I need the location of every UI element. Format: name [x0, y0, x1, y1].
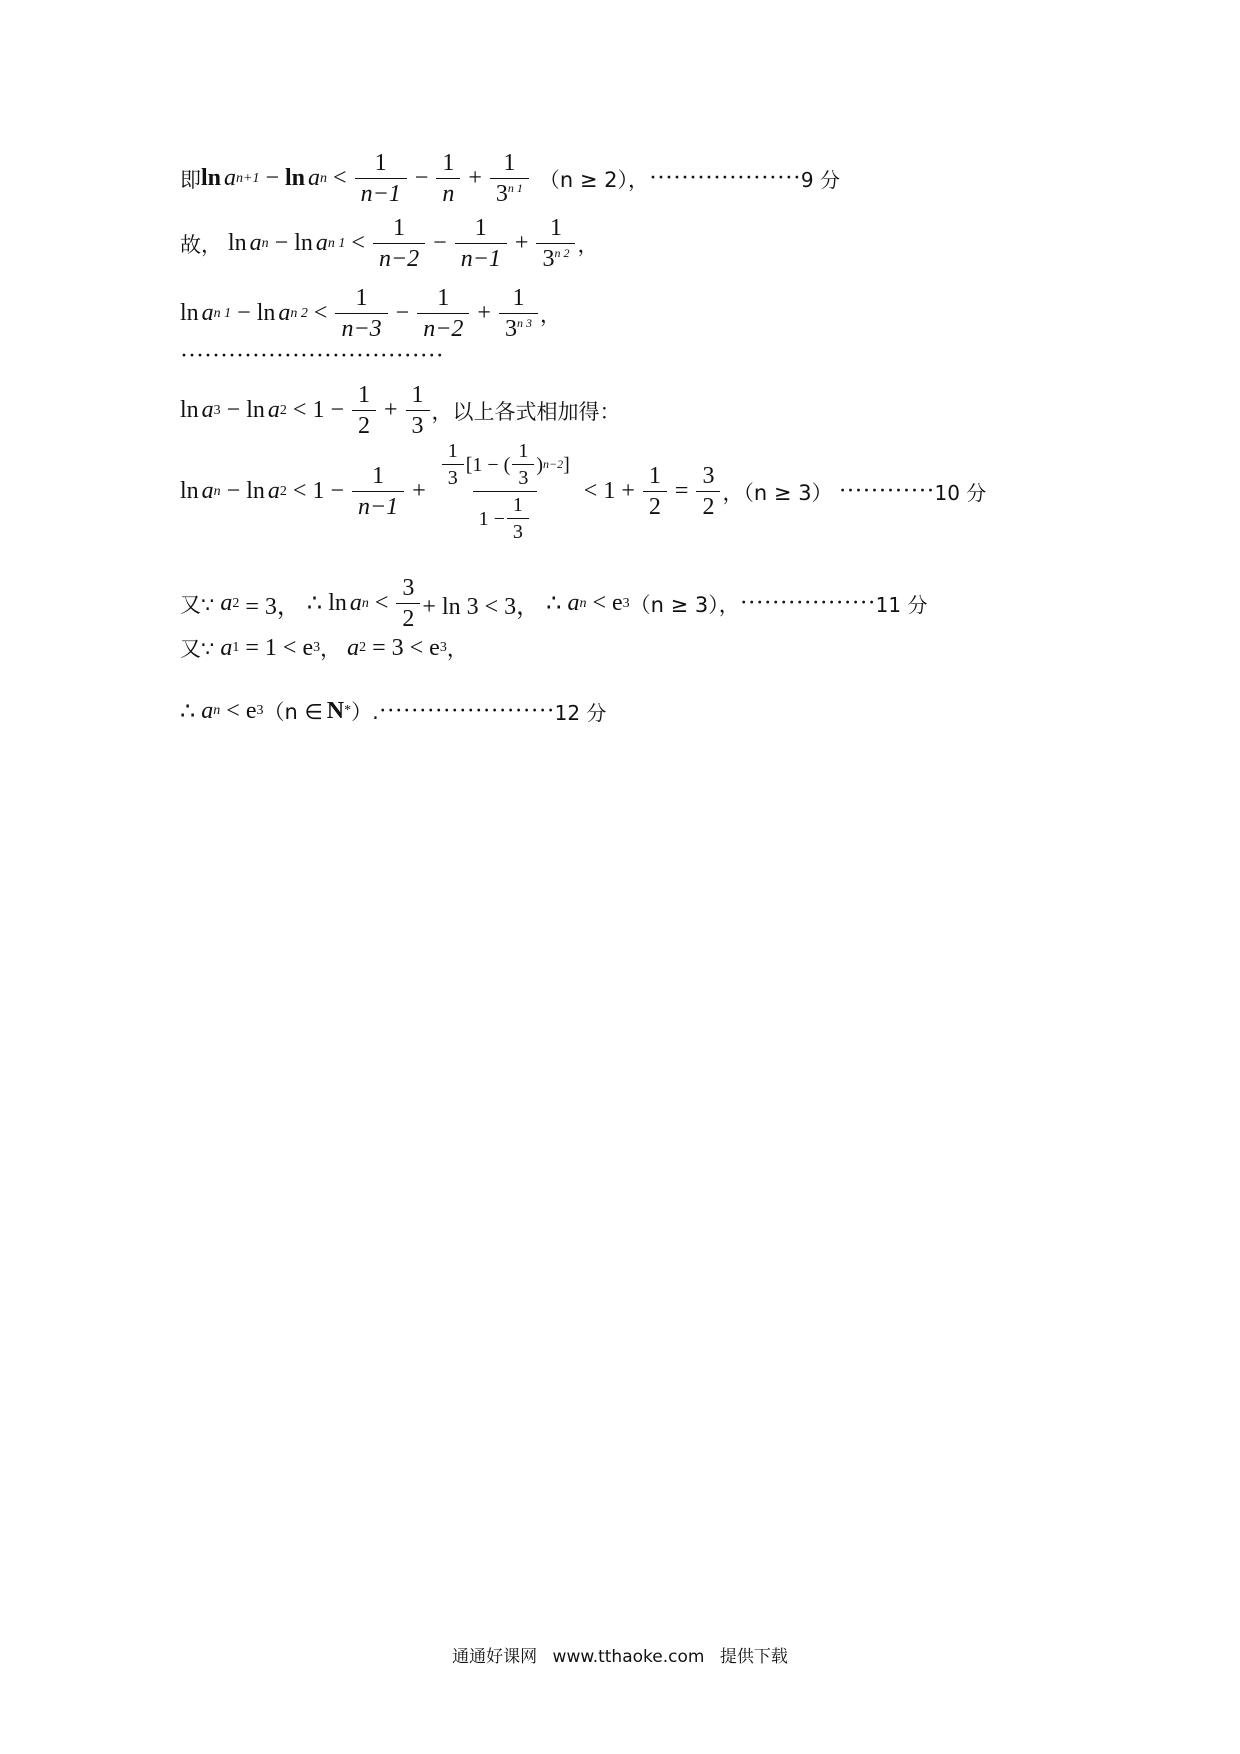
denominator: n−1 [355, 178, 407, 207]
denominator [499, 313, 538, 342]
condition-close: ）. [351, 700, 379, 724]
solution-line-5 [180, 382, 621, 440]
variable-a: a [308, 165, 321, 192]
geometric-sum-fraction [434, 440, 576, 543]
less-than-sign: < [292, 478, 307, 504]
page-footer [0, 1642, 1240, 1667]
inequality: = 3 < e [372, 634, 440, 661]
subscript: n 2 [290, 305, 308, 321]
numerator: 1 [447, 440, 458, 462]
therefore-sign: ∴ [546, 591, 562, 618]
ln-function: ln [228, 230, 247, 257]
power-exponent: n−2 [543, 456, 564, 471]
footer-site-name: 通通好课网 [452, 1647, 538, 1667]
fraction [352, 463, 404, 521]
score-mark: 12 分 [554, 700, 607, 725]
variable-a: a [349, 590, 362, 617]
explanation-text: ，以上各式相加得： [431, 399, 621, 424]
denominator: 3 [512, 464, 534, 489]
punctuation: ， [320, 637, 342, 661]
score-mark: 11 分 [875, 593, 928, 618]
variable-a: a [201, 397, 214, 424]
solution-line-9 [180, 696, 606, 726]
denominator: 2 [396, 603, 420, 632]
text-lead: 即 [180, 167, 201, 192]
leader-dots: ··················· [649, 165, 801, 192]
subscript: n [320, 170, 328, 186]
equals-sign: = [674, 478, 689, 504]
ln-function: ln [294, 230, 313, 257]
exponent: 3 [622, 595, 630, 611]
ln-function: ln [180, 300, 199, 327]
fraction [352, 382, 376, 440]
subscript: n+1 [236, 170, 260, 186]
fraction [512, 440, 534, 489]
footer-url[interactable]: www.tthaoke.com [552, 1647, 705, 1667]
denominator: n−1 [352, 491, 404, 520]
numerator: 1 [372, 462, 385, 489]
fraction [490, 150, 529, 208]
fraction [335, 285, 387, 343]
variable-a: a [315, 230, 328, 257]
numerator: 1 [411, 382, 424, 408]
subscript: 2 [279, 402, 287, 418]
text-lead: 又∵ [180, 592, 215, 617]
numerator: 1 [437, 285, 450, 311]
minus-sign: − [265, 165, 280, 192]
fraction [406, 382, 430, 440]
variable-a: a [567, 590, 580, 617]
leader-dots: ············ [838, 478, 935, 504]
numerator: 1 [512, 494, 523, 516]
leader-dots: ················· [739, 590, 876, 617]
denominator [473, 491, 537, 543]
subscript: 2 [232, 595, 240, 611]
minus-sign: − [226, 397, 241, 424]
subscript: n [213, 703, 221, 718]
number: 1 [603, 478, 616, 504]
denominator: 2 [352, 410, 376, 439]
numerator: 1 [648, 462, 661, 489]
denominator: n−2 [417, 313, 469, 342]
score-mark: 9 分 [800, 168, 840, 193]
punctuation: ， [577, 232, 599, 257]
variable-a: a [220, 590, 233, 617]
fraction [455, 215, 507, 273]
punctuation: ， [539, 302, 561, 327]
exponent: 3 [439, 640, 447, 655]
plus-sign: + [621, 478, 635, 504]
fraction [355, 150, 407, 208]
bracket-open: [1 − ( [465, 453, 511, 476]
less-than-sign: < [374, 590, 389, 617]
denominator [536, 243, 575, 272]
variable-a: a [220, 634, 233, 661]
power-base: 3 [495, 181, 508, 208]
minus-sign: − [330, 478, 344, 504]
ln-function: ln [328, 590, 347, 617]
numerator: 1 [374, 150, 387, 176]
numerator: 1 [393, 215, 406, 241]
condition: （n ≥ 3）， [629, 592, 740, 617]
solution-line-8 [180, 633, 468, 663]
denominator: n−3 [335, 313, 387, 342]
plus-sign: + [468, 165, 482, 192]
less-than-e: < e [592, 590, 623, 617]
plus-sign: + [412, 478, 426, 504]
variable-a: a [347, 634, 360, 661]
numerator: 1 [512, 285, 525, 311]
power-base: 3 [504, 316, 517, 343]
inequality: = 1 < e [245, 634, 314, 661]
denominator: 2 [643, 491, 667, 520]
leader-dots: ································· [180, 343, 444, 369]
therefore-sign: ∴ [180, 698, 196, 725]
score-mark: 10 分 [934, 481, 987, 505]
ln-function: ln [256, 300, 276, 327]
variable-a: a [201, 300, 214, 327]
solution-line-2 [180, 215, 598, 273]
fraction [436, 150, 460, 208]
minus-sign: − [395, 300, 410, 327]
power-exponent: n 3 [516, 316, 532, 331]
number: 1 − [478, 507, 505, 530]
power-base: 3 [542, 246, 555, 273]
numerator: 1 [549, 215, 562, 241]
fraction [396, 575, 420, 633]
paren-close: ) [536, 453, 544, 476]
denominator: 3 [442, 464, 464, 489]
subscript: n 1 [213, 305, 232, 321]
numerator: 1 [355, 285, 368, 311]
number: 1 [312, 397, 325, 424]
numerator: 3 [702, 462, 715, 489]
subscript: n [361, 595, 369, 611]
inequality-rest: + ln 3 < 3， [422, 594, 541, 621]
less-than-sign: < [313, 300, 328, 327]
condition-open: （n ∈ [263, 700, 323, 724]
ln-function: ln [285, 165, 306, 192]
variable-a: a [224, 165, 237, 192]
variable-a: a [201, 478, 214, 504]
text-lead: 又∵ [180, 637, 215, 661]
fraction [499, 285, 538, 343]
text-lead: 故， [180, 232, 222, 257]
exponent: 3 [256, 703, 264, 718]
punctuation: ， [446, 637, 468, 661]
equation: = 3， [245, 594, 301, 621]
variable-a: a [267, 478, 280, 504]
minus-sign: − [274, 230, 289, 257]
fraction [643, 463, 667, 521]
fraction [442, 440, 464, 489]
minus-sign: − [433, 230, 447, 257]
subscript: 3 [213, 402, 221, 418]
condition: ，（n ≥ 3） [722, 480, 833, 505]
ln-function: ln [246, 478, 265, 504]
solution-line-ellipsis [180, 343, 444, 370]
minus-sign: − [237, 300, 251, 327]
fraction [696, 463, 720, 521]
bracket-close: ] [563, 453, 570, 476]
plus-sign: + [383, 397, 398, 424]
therefore-sign: ∴ [306, 591, 323, 618]
solution-line-1 [180, 150, 840, 208]
less-than-sign: < [333, 165, 347, 192]
numerator: 1 [357, 382, 370, 408]
fraction [507, 494, 529, 543]
subscript: n [579, 595, 587, 611]
numerator: 3 [402, 575, 415, 601]
exponent: * [344, 703, 352, 718]
less-than-sign: < [292, 397, 307, 424]
denominator: n−2 [373, 243, 425, 272]
leader-dots: ······················ [378, 697, 555, 724]
ln-function: ln [180, 478, 199, 504]
subscript: 2 [279, 483, 287, 499]
ln-function: ln [201, 165, 222, 192]
variable-a: a [278, 300, 291, 327]
fraction [417, 285, 469, 343]
power-exponent: n 1 [507, 181, 523, 196]
variable-a: a [249, 230, 262, 257]
subscript: n [261, 235, 269, 251]
plus-sign: + [514, 230, 529, 257]
condition: （n ≥ 2）， [538, 167, 649, 192]
numerator: 1 [503, 150, 516, 176]
ln-function: ln [180, 397, 199, 424]
minus-sign: − [330, 397, 344, 424]
solution-line-6 [180, 440, 986, 543]
number: 1 [312, 478, 325, 504]
minus-sign: − [226, 478, 241, 504]
subscript: n 1 [327, 235, 346, 251]
variable-a: a [267, 397, 280, 424]
solution-line-7 [180, 575, 927, 633]
solution-line-3 [180, 285, 561, 343]
variable-a: a [201, 697, 214, 724]
footer-suffix: 提供下载 [719, 1647, 788, 1667]
fraction [536, 215, 575, 273]
less-than-sign: < [583, 478, 598, 504]
denominator [490, 178, 529, 207]
denominator: n [436, 178, 460, 207]
minus-sign: − [414, 165, 429, 192]
exponent: 3 [313, 640, 321, 655]
denominator: 3 [507, 518, 529, 543]
numerator [434, 440, 576, 491]
denominator: 3 [406, 410, 430, 439]
less-than-sign: < [351, 230, 365, 257]
subscript: n [213, 483, 221, 499]
natural-numbers-symbol: N [326, 697, 345, 724]
subscript: 1 [232, 640, 240, 655]
numerator: 1 [442, 150, 455, 176]
less-than-e: < e [226, 697, 257, 724]
plus-sign: + [477, 300, 491, 327]
numerator: 1 [518, 440, 529, 462]
denominator: 2 [696, 491, 720, 520]
power-exponent: n 2 [554, 246, 570, 261]
denominator: n−1 [455, 243, 507, 272]
numerator: 1 [474, 215, 487, 241]
subscript: 2 [359, 640, 367, 655]
fraction [373, 215, 425, 273]
ln-function: ln [246, 397, 265, 424]
